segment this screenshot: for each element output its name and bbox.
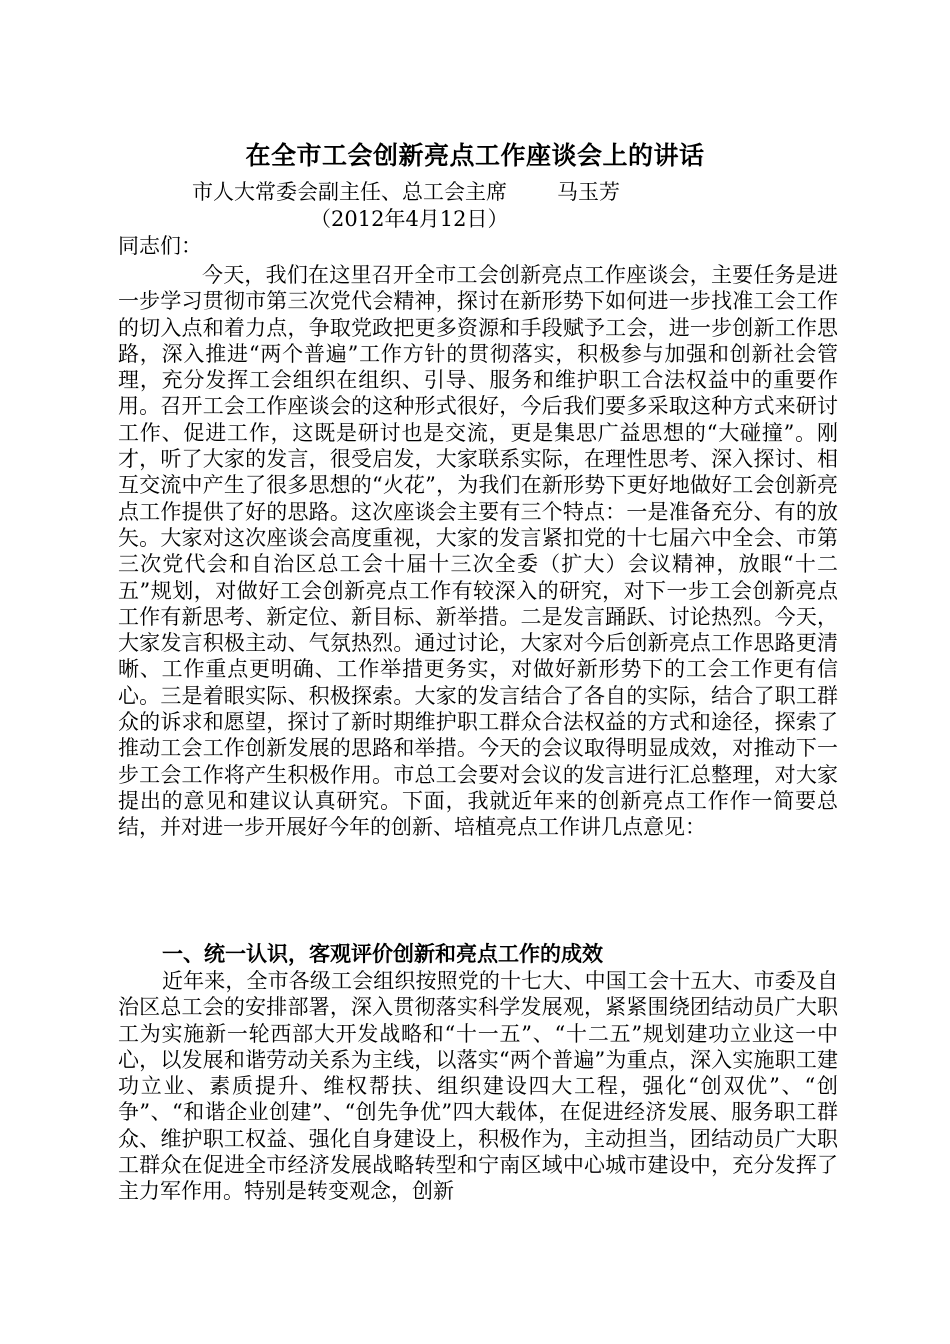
salutation: 同志们： (118, 234, 202, 258)
speaker-byline (192, 178, 620, 206)
speaker-name: 马玉芳 (557, 180, 620, 204)
body-paragraph-1: 今天，我们在这里召开全市工会创新亮点工作座谈会，主要任务是进一步学习贯彻市第三次党代会精神，探讨在新形势下如何进一步找准工会工作的切入点和着力点，争取党政把更多资源和手段赋予工会，进一步创新工作思路，深入推进“两个普遍”工作方针的贯彻落实，积极参与加强和创新社会管理，充分发挥工会组织在组织、引导、服务和维护职工合法权益中的重要作用。召开工会工作座谈会的这种形式很好，今后我们要多采取这种方式来研讨工作、促进工作，这既是研讨也是交流，更是集思广益思想的“大碰撞”。刚才，听了大家的发言，很受启发，大家联系实际，在理性思考、深入探讨、相互交流中产生了很多思想的“火花”，为我们在新形势下更好地做好工会创新亮点工作提供了好的思路。这次座谈会主要有三个特点：一是准备充分、有的放矢。大家对这次座谈会高度重视，大家的发言紧扣党的十七届六中全会、市第三次党代会和自治区总工会十届十三次全委（扩大）会议精神，放眼“十二五”规划，对做好工会创新亮点工作有较深入的研究，对下一步工会创新亮点工作有新思考、新定位、新目标、新举措。二是发言踊跃、讨论热烈。今天，大家发言积极主动、气氛热烈。通过讨论，大家对今后创新亮点工作思路更清晰、工作重点更明确、工作举措更务实，对做好新形势下的工会工作更有信心。三是着眼实际、积极探索。大家的发言结合了各自的实际，结合了职工群众的诉求和愿望，探讨了新时期维护职工群众合法权益的方式和途径，探索了推动工会工作创新发展的思路和举措。今天的会议取得明显成效，对推动下一步工会工作将产生积极作用。市总工会要对会议的发言进行汇总整理，对大家提出的意见和建议认真研究。下面，我就近年来的创新亮点工作作一简要总结，并对进一步开展好今年的创新、培植亮点工作讲几点意见： (118, 263, 838, 840)
speech-date: （2012年4月12日） (310, 207, 509, 231)
section-heading: 一、统一认识，客观评价创新和亮点工作的成效 (162, 942, 603, 966)
body-paragraph-2: 近年来，全市各级工会组织按照党的十七大、中国工会十五大、市委及自治区总工会的安排部署，深入贯彻落实科学发展观，紧紧围绕团结动员广大职工为实施新一轮西部大开发战略和“十一五”、“十二五”规划建功立业这一中心，以发展和谐劳动关系为主线，以落实“两个普遍”为重点，深入实施职工建功立业、素质提升、维权帮扶、组织建设四大工程，强化“创双优”、“创争”、“和谐企业创建”、“创先争优”四大载体，在促进经济发展、服务职工群众、维护职工权益、强化自身建设上，积极作为，主动担当，团结动员广大职工群众在促进全市经济发展战略转型和宁南区域中心城市建设中，充分发挥了主力军作用。特别是转变观念，创新 (118, 969, 838, 1204)
speaker-position: 市人大常委会副主任、总工会主席 (192, 180, 507, 204)
document-title: 在全市工会创新亮点工作座谈会上的讲话 (245, 141, 705, 170)
